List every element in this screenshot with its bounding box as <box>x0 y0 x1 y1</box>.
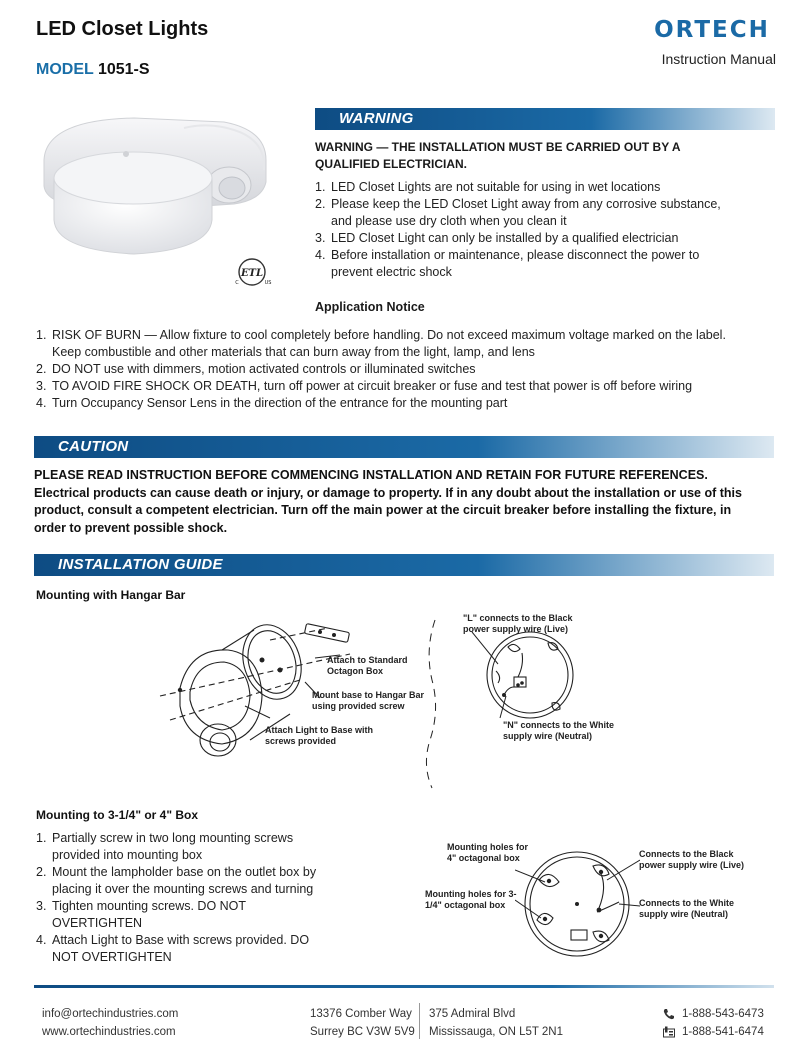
application-notice-heading: Application Notice <box>315 300 425 314</box>
callout-holes-4in: Mounting holes for 4" octagonal box <box>447 842 528 863</box>
ortech-logo <box>648 16 776 42</box>
list-item: 1. RISK OF BURN — Allow fixture to cool completely before handling. Do not exceed maximum voltage marked on the label. Keep combustible and other materials that can burn away from the light, lamp, and lens <box>36 328 726 359</box>
footer-separator <box>419 1003 420 1039</box>
footer-address1-line1: 13376 Comber Way <box>310 1008 412 1020</box>
caution-section-bar <box>34 436 774 458</box>
footer-phone[interactable]: 1-888-543-6473 <box>682 1008 764 1020</box>
list-item: 2. DO NOT use with dimmers, motion activated controls or illuminated switches <box>36 362 476 376</box>
footer-fax[interactable]: 1-888-541-6474 <box>682 1026 764 1038</box>
fax-icon <box>663 1026 675 1038</box>
callout-box-live-wire: Connects to the Black power supply wire (Live) <box>639 849 745 870</box>
footer-divider <box>34 985 774 988</box>
list-item: 3. LED Closet Light can only be installed by a qualified electrician <box>315 231 679 245</box>
caution-text: PLEASE READ INSTRUCTION BEFORE COMMENCING INSTALLATION AND RETAIN FOR FUTURE REFERENCES. Electrical products can cause death or injury, or damage to property. If in any doubt about the installation or use of this product, consult a competent electrician. Turn off the main power at the circuit breaker before installing the fixture, in order to prevent possible shock. <box>34 468 742 535</box>
list-item: 1. Partially screw in two long mounting screws provided into mounting box <box>36 831 294 862</box>
brand-name: ORTECH <box>654 17 770 42</box>
list-item: 2. Please keep the LED Closet Light away from any corrosive substance, and please use dry cloth when you clean it <box>315 197 721 228</box>
footer-address2-line1: 375 Admiral Blvd <box>429 1008 516 1020</box>
list-item: 4. Before installation or maintenance, please disconnect the power to prevent electric shock <box>315 248 700 279</box>
footer-address2-line2: Mississauga, ON L5T 2N1 <box>429 1026 564 1038</box>
list-item: 4. Attach Light to Base with screws provided. DO NOT OVERTIGHTEN <box>36 933 310 964</box>
warning-section-label: WARNING <box>339 110 414 127</box>
svg-text:C: C <box>235 280 239 286</box>
callout-box-neutral-wire: Connects to the White supply wire (Neutral) <box>639 898 734 919</box>
callout-holes-3-1-4in: Mounting holes for 3-1/4" octagonal box <box>425 889 517 910</box>
hangar-bar-heading: Mounting with Hangar Bar <box>36 588 186 602</box>
callout-mount-base: Mount base to Hangar Bar using provided screw <box>312 690 425 711</box>
model-line <box>36 61 150 79</box>
callout-neutral-wire: "N" connects to the White supply wire (Neutral) <box>503 720 615 741</box>
model-label: MODEL <box>36 61 94 78</box>
list-item: 1. LED Closet Lights are not suitable for using in wet locations <box>315 180 661 194</box>
phone-icon <box>663 1008 675 1020</box>
etl-certification-icon <box>235 259 271 286</box>
warning-section-bar <box>315 108 775 130</box>
callout-live-wire: "L" connects to the Black power supply wire (Live) <box>463 613 573 634</box>
wiring-callout-lines <box>470 630 510 720</box>
list-item: 4. Turn Occupancy Sensor Lens in the direction of the entrance for the mounting part <box>36 396 508 410</box>
svg-text:ETL: ETL <box>240 268 264 279</box>
list-item: 3. Tighten mounting screws. DO NOT OVERTIGHTEN <box>36 899 246 930</box>
product-image <box>34 100 304 300</box>
document-title: LED Closet Lights <box>36 18 209 40</box>
installation-section-label: INSTALLATION GUIDE <box>58 556 223 573</box>
footer-address1-line2: Surrey BC V3W 5V9 <box>310 1026 415 1038</box>
warning-list <box>315 179 735 281</box>
application-notice-list <box>36 327 726 412</box>
document-type: Instruction Manual <box>661 51 776 67</box>
list-item: 3. TO AVOID FIRE SHOCK OR DEATH, turn off power at circuit breaker or fuse and test that power is off before wiring <box>36 379 693 393</box>
caution-section-label: CAUTION <box>58 438 129 455</box>
installation-section-bar <box>34 554 774 576</box>
callout-attach-light: Attach Light to Base with screws provided <box>265 725 373 746</box>
box-mounting-heading: Mounting to 3-1/4" or 4" Box <box>36 808 199 822</box>
warning-heading: WARNING — THE INSTALLATION MUST BE CARRIED OUT BY A QUALIFIED ELECTRICIAN. <box>315 140 681 171</box>
box-mounting-list <box>36 830 336 966</box>
svg-text:US: US <box>264 280 272 286</box>
list-item: 2. Mount the lampholder base on the outlet box by placing it over the mounting screws and turning <box>36 865 317 896</box>
callout-octagon-box: Attach to Standard Octagon Box <box>327 655 408 676</box>
footer-email[interactable]: info@ortechindustries.com <box>42 1008 179 1020</box>
footer-website[interactable]: www.ortechindustries.com <box>42 1026 176 1038</box>
model-number: 1051-S <box>97 61 150 78</box>
